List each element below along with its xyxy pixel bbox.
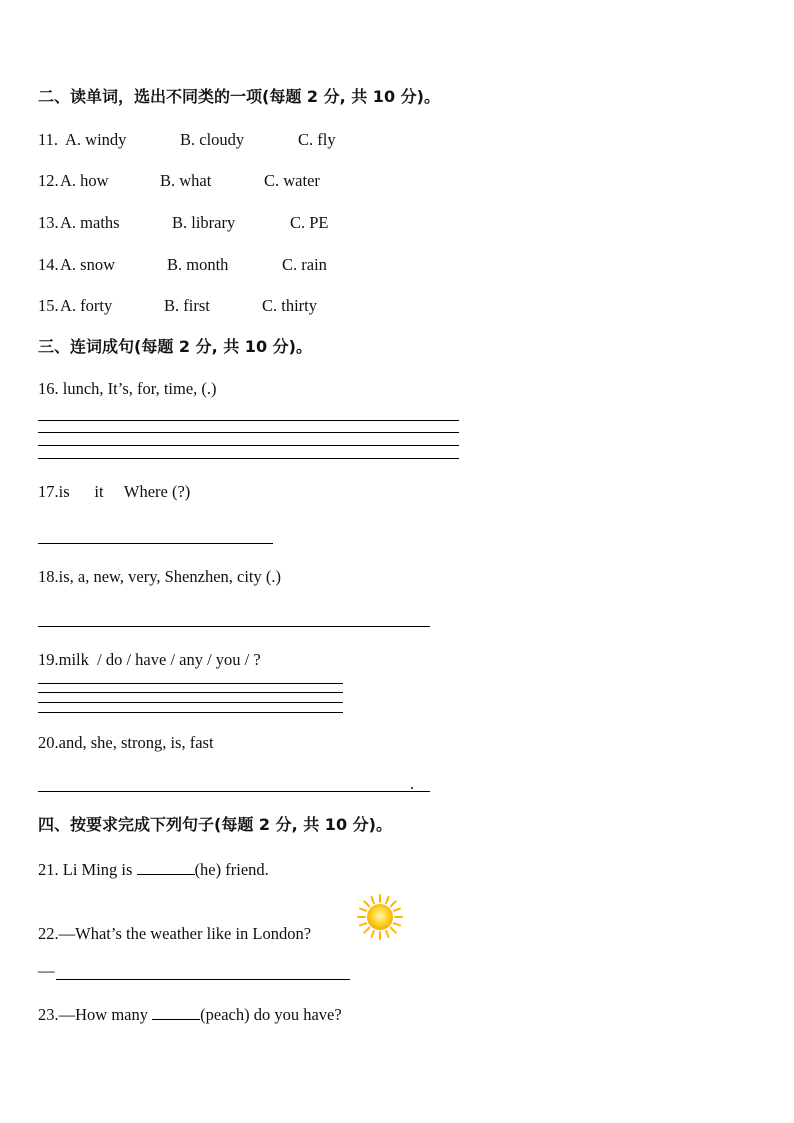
answer-line: [38, 626, 430, 627]
question-number: 14.: [38, 255, 59, 274]
answer-line: [38, 712, 343, 713]
option-a: A. forty: [60, 296, 113, 315]
question-number: 13.: [38, 213, 59, 232]
option-c: C. fly: [298, 130, 336, 149]
option-c: C. water: [264, 171, 320, 190]
question-number: 11.: [38, 130, 59, 149]
option-b: B. first: [164, 296, 210, 315]
option-c: C. rain: [282, 255, 327, 274]
answer-line: [56, 979, 350, 980]
question-number: 15.: [38, 296, 59, 315]
option-b: B. what: [160, 171, 212, 190]
answer-line: [38, 445, 459, 446]
option-a: A. how: [60, 171, 109, 190]
answer-line: [38, 791, 430, 792]
option-b: B. cloudy: [180, 130, 245, 149]
question-16: 16. lunch, It’s, for, time, (.): [38, 379, 217, 398]
option-a: A. maths: [60, 213, 120, 232]
option-c: C. thirty: [262, 296, 318, 315]
question-22: 22.—What’s the weather like in London?: [38, 924, 312, 943]
answer-line: [38, 432, 459, 433]
option-a: A. snow: [60, 255, 116, 274]
question-19: 19.milk / do / have / any / you / ?: [38, 650, 261, 669]
question-21-suffix: (he) friend.: [194, 860, 269, 879]
section-3-heading: 三、连词成句(每题 2 分, 共 10 分)。: [38, 337, 312, 356]
answer-line: [38, 683, 343, 684]
answer-line: [38, 702, 343, 703]
answer-blank[interactable]: [152, 1003, 200, 1020]
question-23: [38, 1003, 342, 1025]
question-22-dash: —: [38, 961, 55, 980]
sun-icon: [356, 893, 404, 941]
section-4-heading: 四、按要求完成下列句子(每题 2 分, 共 10 分)。: [38, 815, 392, 834]
question-number: 12.: [38, 171, 59, 190]
question-23-suffix: (peach) do you have?: [200, 1005, 342, 1024]
answer-line: [38, 692, 343, 693]
section-2-heading: 二、读单词，选出不同类的一项(每题 2 分, 共 10 分)。: [38, 87, 440, 106]
question-17: 17.is it Where (?): [38, 482, 191, 501]
answer-blank[interactable]: [137, 858, 195, 875]
question-21-prefix: 21. Li Ming is: [38, 860, 137, 879]
question-23-prefix: 23.—How many: [38, 1005, 153, 1024]
answer-line: [38, 420, 459, 421]
period-mark: .: [410, 774, 415, 793]
question-21: [38, 858, 269, 880]
answer-line: [38, 458, 459, 459]
option-b: B. month: [167, 255, 229, 274]
option-c: C. PE: [290, 213, 329, 232]
answer-line: [38, 543, 273, 544]
option-b: B. library: [172, 213, 236, 232]
question-20: 20.and, she, strong, is, fast: [38, 733, 214, 752]
question-18: 18.is, a, new, very, Shenzhen, city (.): [38, 567, 281, 586]
option-a: A. windy: [65, 130, 127, 149]
